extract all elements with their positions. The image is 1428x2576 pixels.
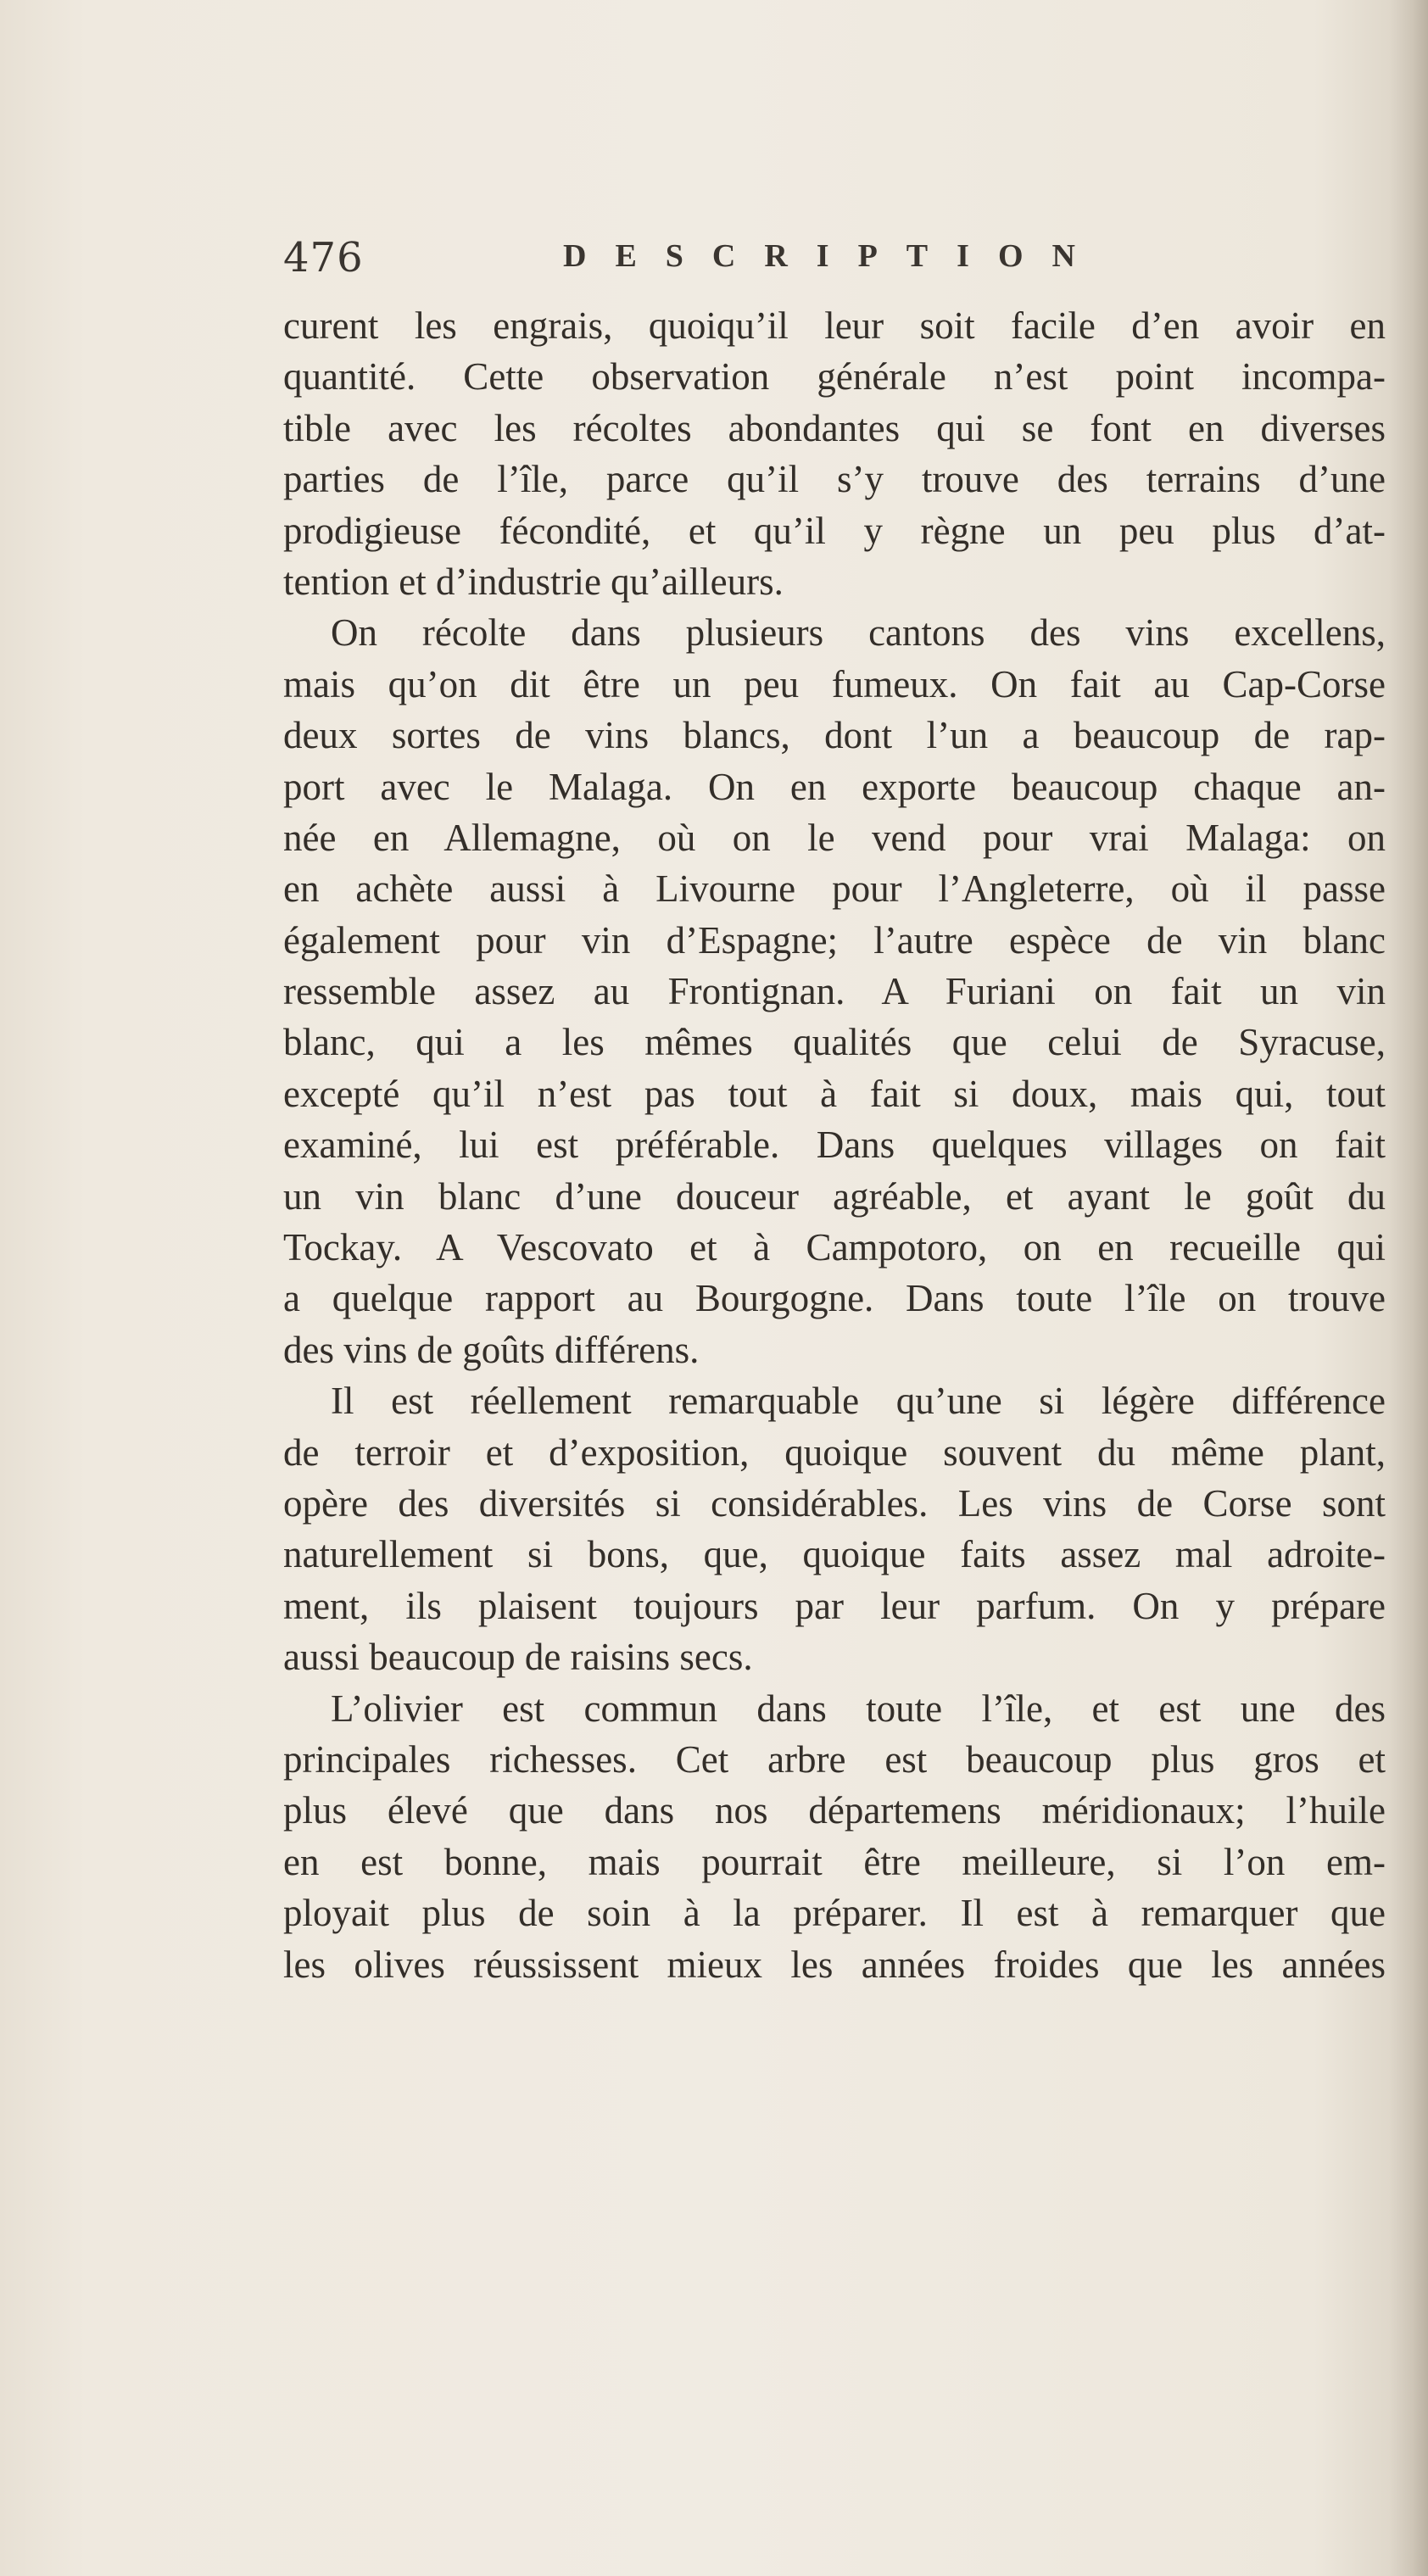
text-line: parties de l’île, parce qu’il s’y trouve des terrains d’une <box>283 458 1386 501</box>
text-line: un vin blanc d’une douceur agréable, et ayant le goût du <box>283 1174 1386 1218</box>
paragraph-start-line: On récolte dans plusieurs cantons des vins excellens, <box>331 611 1386 655</box>
text-line: ment, ils plaisent toujours par leur parfum. On y prépare <box>283 1584 1386 1627</box>
text-line: quantité. Cette observation générale n’est point incompa- <box>283 355 1386 399</box>
text-line: excepté qu’il n’est pas tout à fait si doux, mais qui, tout <box>283 1072 1386 1115</box>
text-line: prodigieuse fécondité, et qu’il y règne un peu plus d’at- <box>283 509 1386 552</box>
page-header <box>283 234 1403 293</box>
text-line: les olives réussissent mieux les années froides que les années <box>283 1943 1386 1986</box>
running-title: DESCRIPTION <box>563 238 1104 274</box>
text-line: port avec le Malaga. On en exporte beaucoup chaque an- <box>283 765 1386 808</box>
page-number: 476 <box>283 234 364 282</box>
text-line: deux sortes de vins blancs, dont l’un a beaucoup de rap- <box>283 714 1386 757</box>
text-line: curent les engrais, quoiqu’il leur soit facile d’en avoir en <box>283 304 1386 347</box>
binding-shadow <box>1389 0 1428 2576</box>
text-line: plus élevé que dans nos départemens méridionaux; l’huile <box>283 1789 1386 1832</box>
text-line: en achète aussi à Livourne pour l’Angleterre, où il passe <box>283 867 1386 911</box>
text-line: née en Allemagne, où on le vend pour vrai Malaga: on <box>283 816 1386 859</box>
text-line: également pour vin d’Espagne; l’autre espèce de vin blanc <box>283 918 1386 962</box>
body-text <box>283 300 1386 1990</box>
text-line: ressemble assez au Frontignan. A Furiani on fait un vin <box>283 970 1386 1013</box>
text-line: Tockay. A Vescovato et à Campotoro, on en recueille qui <box>283 1226 1386 1269</box>
paragraph-start-line: L’olivier est commun dans toute l’île, et est une des <box>331 1687 1386 1730</box>
text-line: a quelque rapport au Bourgogne. Dans toute l’île on trouve <box>283 1277 1386 1320</box>
text-line: examiné, lui est préférable. Dans quelques villages on fait <box>283 1124 1386 1167</box>
text-line: principales richesses. Cet arbre est beaucoup plus gros et <box>283 1737 1386 1781</box>
text-line: blanc, qui a les mêmes qualités que celui de Syracuse, <box>283 1021 1386 1064</box>
text-line: aussi beaucoup de raisins secs. <box>283 1636 753 1679</box>
text-line: des vins de goûts différens. <box>283 1328 700 1371</box>
text-line: en est bonne, mais pourrait être meilleure, si l’on em- <box>283 1840 1386 1883</box>
text-line: tible avec les récoltes abondantes qui se font en diverses <box>283 406 1386 449</box>
text-line: ployait plus de soin à la préparer. Il est à remarquer que <box>283 1892 1386 1935</box>
text-line: mais qu’on dit être un peu fumeux. On fait au Cap-Corse <box>283 662 1386 705</box>
paragraph-start-line: Il est réellement remarquable qu’une si légère différence <box>331 1380 1386 1423</box>
text-line: de terroir et d’exposition, quoique souvent du même plant, <box>283 1430 1386 1474</box>
text-line: tention et d’industrie qu’ailleurs. <box>283 560 784 603</box>
text-line: opère des diversités si considérables. Les vins de Corse sont <box>283 1481 1386 1525</box>
text-line: naturellement si bons, que, quoique faits assez mal adroite- <box>283 1533 1386 1576</box>
